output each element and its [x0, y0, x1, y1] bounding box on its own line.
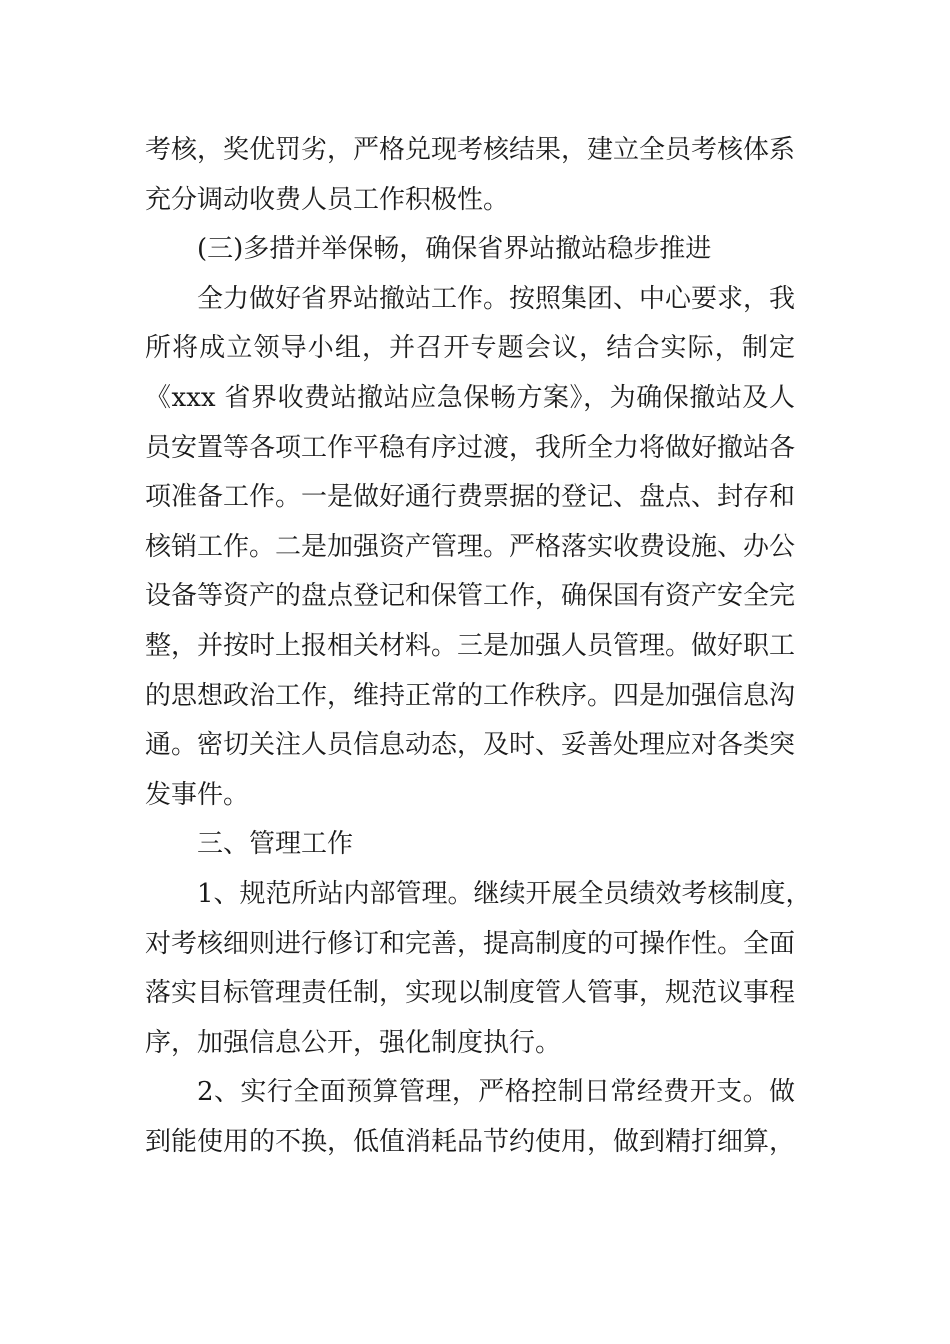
text-line: 1、规范所站内部管理。继续开展全员绩效考核制度， [197, 878, 812, 909]
text-line: 所将成立领导小组，并召开专题会议，结合实际，制定 [145, 333, 795, 364]
text-line: 全力做好省界站撤站工作。按照集团、中心要求，我 [197, 283, 796, 314]
text-line: 核销工作。二是加强资产管理。严格落实收费设施、办公 [145, 531, 796, 562]
text-line: 通。密切关注人员信息动态，及时、妥善处理应对各类突 [145, 730, 796, 761]
text-line: 《xxx 省界收费站撤站应急保畅方案》，为确保撤站及人 [145, 382, 795, 413]
text-line: 落实目标管理责任制，实现以制度管人管事，规范议事程 [145, 978, 796, 1009]
text-line: 的思想政治工作，维持正常的工作秩序。四是加强信息沟 [145, 680, 796, 711]
section-heading: (三)多措并举保畅，确保省界站撤站稳步推进 [197, 234, 712, 265]
text-line: 到能使用的不换，低值消耗品节约使用，做到精打细算， [145, 1126, 796, 1157]
text-line: 2、实行全面预算管理，严格控制日常经费开支。做 [197, 1077, 795, 1108]
text-line: 充分调动收费人员工作积极性。 [145, 184, 510, 215]
text-line: 整，并按时上报相关材料。三是加强人员管理。做好职工 [145, 630, 796, 661]
section-heading: 三、管理工作 [197, 829, 354, 860]
text-line: 发事件。 [145, 779, 250, 810]
text-line: 序，加强信息公开，强化制度执行。 [145, 1027, 562, 1058]
text-line: 设备等资产的盘点登记和保管工作，确保国有资产安全完 [145, 581, 796, 612]
body-text [145, 126, 812, 1167]
text-line: 对考核细则进行修订和完善，提高制度的可操作性。全面 [145, 928, 796, 959]
text-line: 项准备工作。一是做好通行费票据的登记、盘点、封存和 [145, 482, 796, 513]
text-line: 考核，奖优罚劣，严格兑现考核结果，建立全员考核体系 [145, 135, 796, 165]
text-line: 员安置等各项工作平稳有序过渡，我所全力将做好撤站各 [145, 432, 796, 463]
